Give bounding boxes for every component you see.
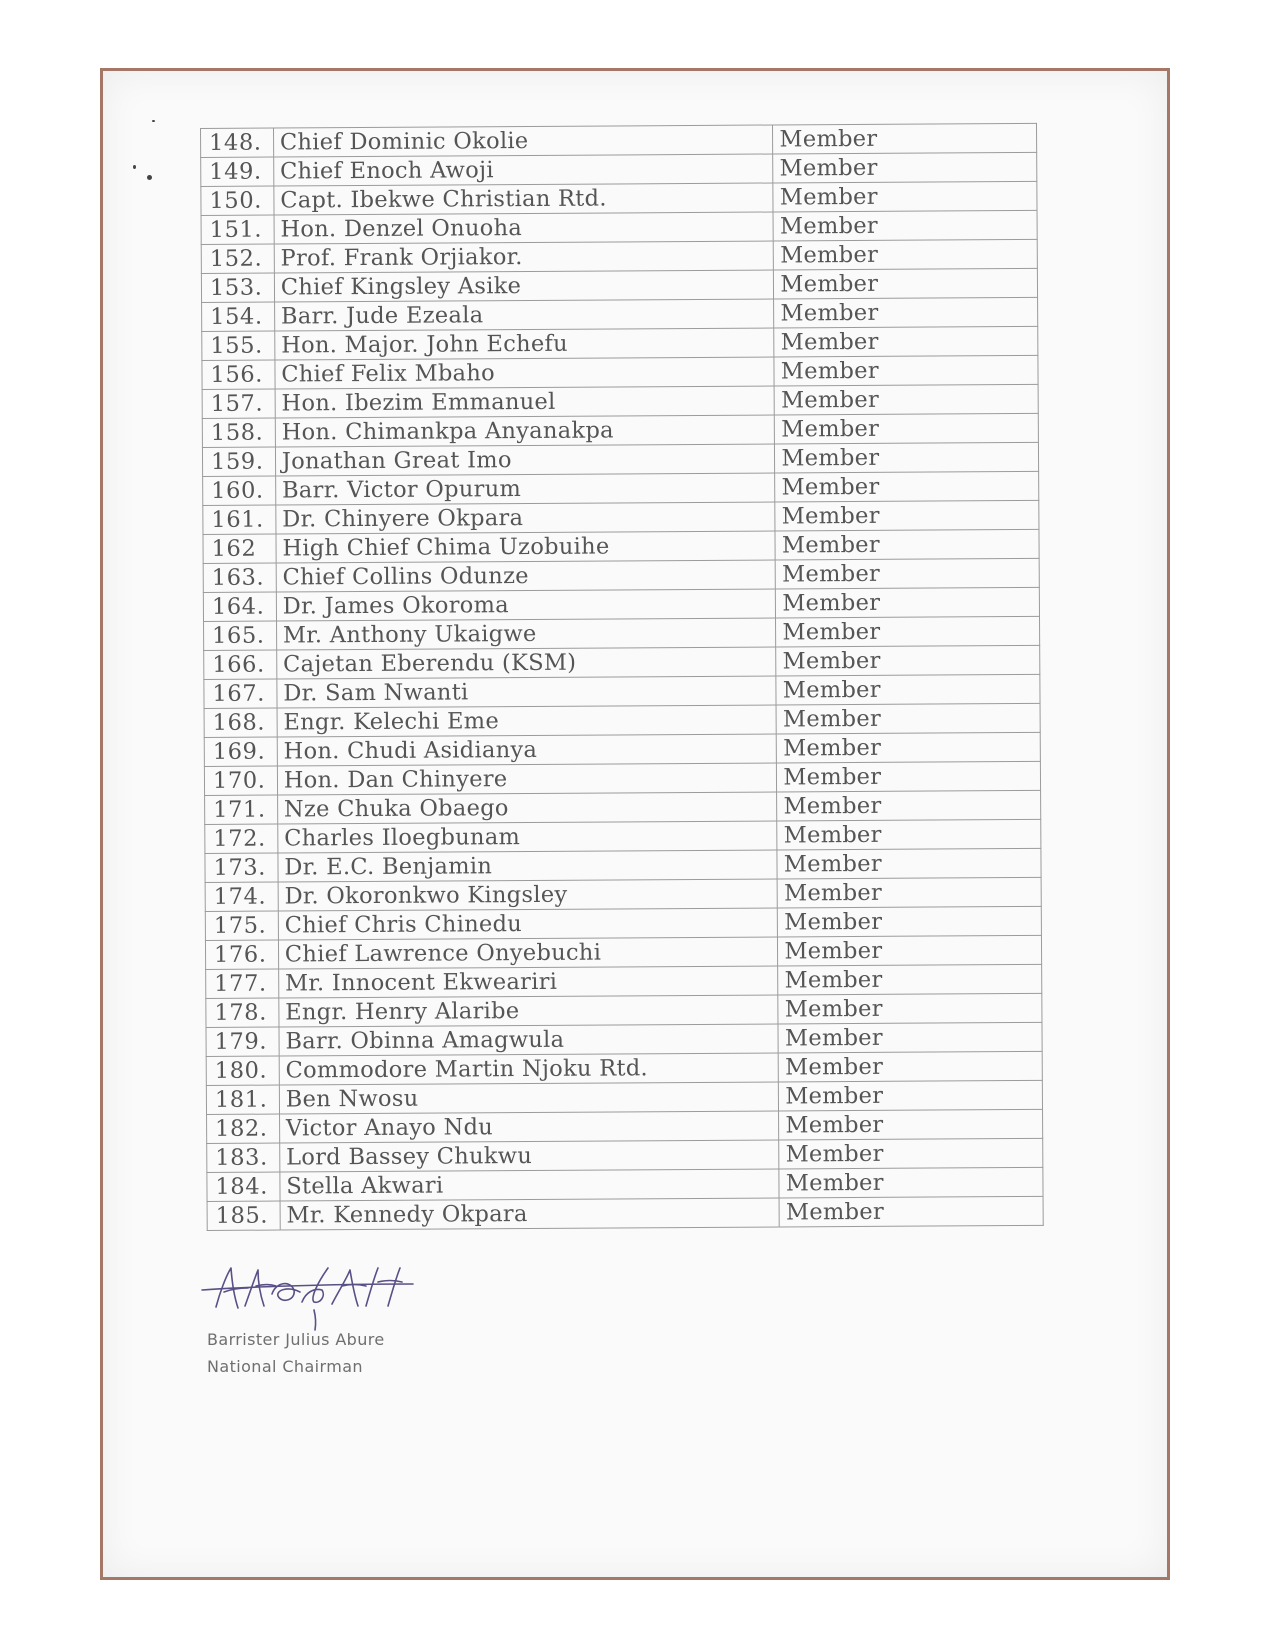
member-number: 173. xyxy=(205,853,278,882)
member-number: 172. xyxy=(205,824,278,853)
member-number: 165. xyxy=(204,621,277,650)
member-role: Member xyxy=(777,877,1041,908)
member-name: Hon. Ibezim Emmanuel xyxy=(275,386,775,418)
member-number: 164. xyxy=(203,592,276,621)
member-role: Member xyxy=(778,906,1042,937)
member-role: Member xyxy=(775,529,1039,560)
member-number: 151. xyxy=(201,215,274,244)
member-number: 169. xyxy=(204,737,277,766)
member-name: Hon. Major. John Echefu xyxy=(275,328,775,360)
member-role: Member xyxy=(775,413,1039,444)
member-number: 171. xyxy=(205,795,278,824)
member-name: Mr. Anthony Ukaigwe xyxy=(276,618,776,650)
member-role: Member xyxy=(779,1167,1043,1198)
member-role: Member xyxy=(778,1022,1042,1053)
member-name: Chief Collins Odunze xyxy=(276,560,776,592)
scan-speck xyxy=(133,165,136,169)
member-name: Chief Enoch Awoji xyxy=(274,154,774,186)
member-name: Dr. E.C. Benjamin xyxy=(278,850,778,882)
member-name: Dr. Sam Nwanti xyxy=(277,676,777,708)
member-number: 155. xyxy=(202,331,275,360)
member-number: 157. xyxy=(202,389,275,418)
member-number: 174. xyxy=(205,882,278,911)
member-number: 150. xyxy=(201,186,274,215)
member-number: 166. xyxy=(204,650,277,679)
member-role: Member xyxy=(773,123,1037,154)
member-number: 153. xyxy=(201,273,274,302)
member-role: Member xyxy=(776,674,1040,705)
member-name: Lord Bassey Chukwu xyxy=(280,1140,780,1172)
member-name: Hon. Chudi Asidianya xyxy=(277,734,777,766)
member-number: 156. xyxy=(202,360,275,389)
member-number: 149. xyxy=(201,157,274,186)
member-name: Mr. Innocent Ekweariri xyxy=(278,966,778,998)
member-name: Hon. Dan Chinyere xyxy=(277,763,777,795)
member-number: 168. xyxy=(204,708,277,737)
member-role: Member xyxy=(774,268,1038,299)
member-role: Member xyxy=(775,442,1039,473)
member-number: 177. xyxy=(206,969,279,998)
member-number: 175. xyxy=(205,911,278,940)
member-role: Member xyxy=(773,152,1037,183)
member-role: Member xyxy=(777,761,1041,792)
member-name: Capt. Ibekwe Christian Rtd. xyxy=(274,183,774,215)
member-number: 182. xyxy=(207,1114,280,1143)
signatory-name: Barrister Julius Abure xyxy=(207,1330,385,1349)
scan-speck xyxy=(147,175,152,180)
member-name: Mr. Kennedy Okpara xyxy=(280,1198,780,1230)
member-role: Member xyxy=(774,384,1038,415)
member-role: Member xyxy=(779,1109,1043,1140)
member-role: Member xyxy=(779,1051,1043,1082)
member-role: Member xyxy=(775,500,1039,531)
member-number: 184. xyxy=(207,1172,280,1201)
member-number: 161. xyxy=(203,505,276,534)
member-row xyxy=(207,1196,1043,1230)
member-name: Charles Iloegbunam xyxy=(278,821,778,853)
member-number: 163. xyxy=(203,563,276,592)
member-role: Member xyxy=(776,616,1040,647)
member-name: Prof. Frank Orjiakor. xyxy=(274,241,774,273)
member-name: Hon. Chimankpa Anyanakpa xyxy=(275,415,775,447)
member-name: Hon. Denzel Onuoha xyxy=(274,212,774,244)
member-role: Member xyxy=(773,210,1037,241)
member-role: Member xyxy=(775,471,1039,502)
member-number: 160. xyxy=(203,476,276,505)
member-number: 159. xyxy=(202,447,275,476)
member-number: 162 xyxy=(203,534,276,563)
member-number: 176. xyxy=(205,940,278,969)
member-number: 170. xyxy=(204,766,277,795)
member-name: Cajetan Eberendu (KSM) xyxy=(277,647,777,679)
member-role: Member xyxy=(774,297,1038,328)
member-role: Member xyxy=(779,1080,1043,1111)
member-name: Chief Chris Chinedu xyxy=(278,908,778,940)
member-name: Victor Anayo Ndu xyxy=(279,1111,779,1143)
member-role: Member xyxy=(773,181,1037,212)
member-role: Member xyxy=(777,819,1041,850)
member-role: Member xyxy=(774,239,1038,270)
member-role: Member xyxy=(777,790,1041,821)
member-name: Chief Felix Mbaho xyxy=(275,357,775,389)
member-number: 180. xyxy=(206,1056,279,1085)
member-name: Barr. Obinna Amagwula xyxy=(279,1024,779,1056)
member-name: Engr. Kelechi Eme xyxy=(277,705,777,737)
member-role: Member xyxy=(777,732,1041,763)
member-number: 167. xyxy=(204,679,277,708)
member-name: Dr. Chinyere Okpara xyxy=(276,502,776,534)
member-role: Member xyxy=(779,1138,1043,1169)
member-name: Barr. Victor Opurum xyxy=(275,473,775,505)
member-name: Dr. Okoronkwo Kingsley xyxy=(278,879,778,911)
member-number: 158. xyxy=(202,418,275,447)
member-number: 154. xyxy=(202,302,275,331)
member-number: 152. xyxy=(201,244,274,273)
member-name: Chief Kingsley Asike xyxy=(274,270,774,302)
member-role: Member xyxy=(778,964,1042,995)
member-role: Member xyxy=(778,935,1042,966)
member-name: High Chief Chima Uzobuihe xyxy=(276,531,776,563)
signatory-title: National Chairman xyxy=(207,1357,363,1376)
member-name: Commodore Martin Njoku Rtd. xyxy=(279,1053,779,1085)
member-role: Member xyxy=(776,645,1040,676)
member-name: Chief Dominic Okolie xyxy=(273,125,773,157)
member-role: Member xyxy=(776,558,1040,589)
member-name: Nze Chuka Obaego xyxy=(277,792,777,824)
member-number: 179. xyxy=(206,1027,279,1056)
member-number: 183. xyxy=(207,1143,280,1172)
member-role: Member xyxy=(776,703,1040,734)
member-name: Ben Nwosu xyxy=(279,1082,779,1114)
member-role: Member xyxy=(777,848,1041,879)
member-role: Member xyxy=(774,355,1038,386)
member-number: 148. xyxy=(201,128,274,157)
scan-speck xyxy=(152,120,155,122)
member-number: 178. xyxy=(206,998,279,1027)
member-role: Member xyxy=(774,326,1038,357)
member-number: 181. xyxy=(206,1085,279,1114)
member-name: Barr. Jude Ezeala xyxy=(274,299,774,331)
member-name: Jonathan Great Imo xyxy=(275,444,775,476)
member-name: Stella Akwari xyxy=(280,1169,780,1201)
member-list-body xyxy=(201,123,1044,1230)
member-number: 185. xyxy=(207,1201,280,1230)
member-name: Chief Lawrence Onyebuchi xyxy=(278,937,778,969)
member-role: Member xyxy=(778,993,1042,1024)
member-role: Member xyxy=(776,587,1040,618)
member-role: Member xyxy=(779,1196,1043,1227)
member-list-table xyxy=(200,123,1044,1231)
member-name: Engr. Henry Alaribe xyxy=(279,995,779,1027)
member-name: Dr. James Okoroma xyxy=(276,589,776,621)
